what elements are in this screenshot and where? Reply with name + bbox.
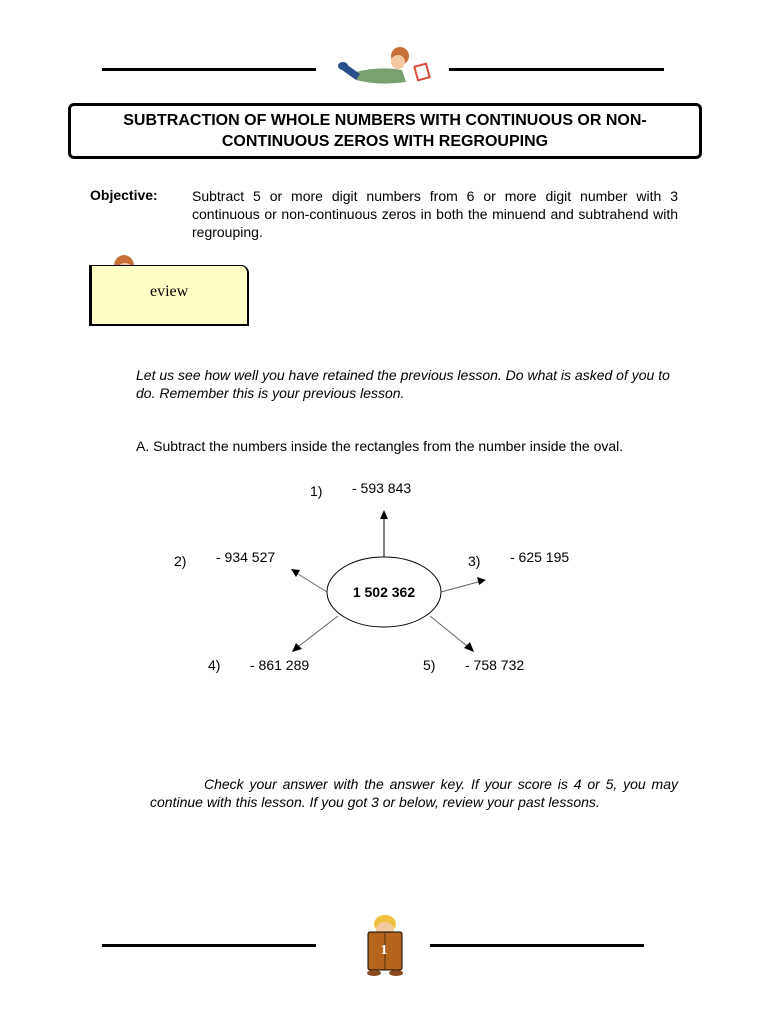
- item-4-number: 4): [208, 657, 221, 673]
- item-5-number: 5): [423, 657, 436, 673]
- closing-text: Check your answer with the answer key. If your score is 4 or 5, you may continue with this lesson. If you got 3 or below, review your past lessons.: [150, 776, 678, 810]
- arrow-4: [299, 616, 338, 646]
- reading-girl-icon: [338, 47, 431, 84]
- item-4-value: - 861 289: [250, 657, 310, 673]
- arrow-2: [298, 574, 327, 592]
- objective-label: Objective:: [90, 187, 158, 203]
- item-3-number: 3): [468, 553, 481, 569]
- center-value: 1 502 362: [352, 584, 416, 600]
- item-1-number: 1): [310, 483, 323, 499]
- lesson-title-box: [68, 103, 702, 159]
- instruction-text: A. Subtract the numbers inside the rectangles from the number inside the oval.: [136, 438, 624, 454]
- item-2-number: 2): [174, 553, 187, 569]
- item-3-value: - 625 195: [510, 549, 570, 565]
- footer-rule-right: [430, 944, 644, 947]
- item-1-value: - 593 843: [352, 480, 412, 496]
- lesson-title: SUBTRACTION OF WHOLE NUMBERS WITH CONTINUOUS OR NON-CONTINUOUS ZEROS WITH REGROUPING: [123, 112, 647, 150]
- arrow-5: [430, 616, 467, 646]
- page-number: 1: [380, 943, 388, 958]
- item-2-value: - 934 527: [216, 549, 276, 565]
- intro-text: Let us see how well you have retained the previous lesson. Do what is asked of you to do. Remember this is your previous lesson.: [136, 367, 670, 401]
- arrow-3: [441, 582, 478, 592]
- subtraction-diagram: [291, 510, 486, 652]
- item-5-value: - 758 732: [465, 657, 525, 673]
- footer-rule-left: [102, 944, 316, 947]
- objective-text: Subtract 5 or more digit numbers from 6 or more digit number with 3 continuous or non-continuous zeros in both the minuend and subtrahend with regrouping.: [192, 188, 678, 240]
- review-label: eview: [150, 283, 189, 300]
